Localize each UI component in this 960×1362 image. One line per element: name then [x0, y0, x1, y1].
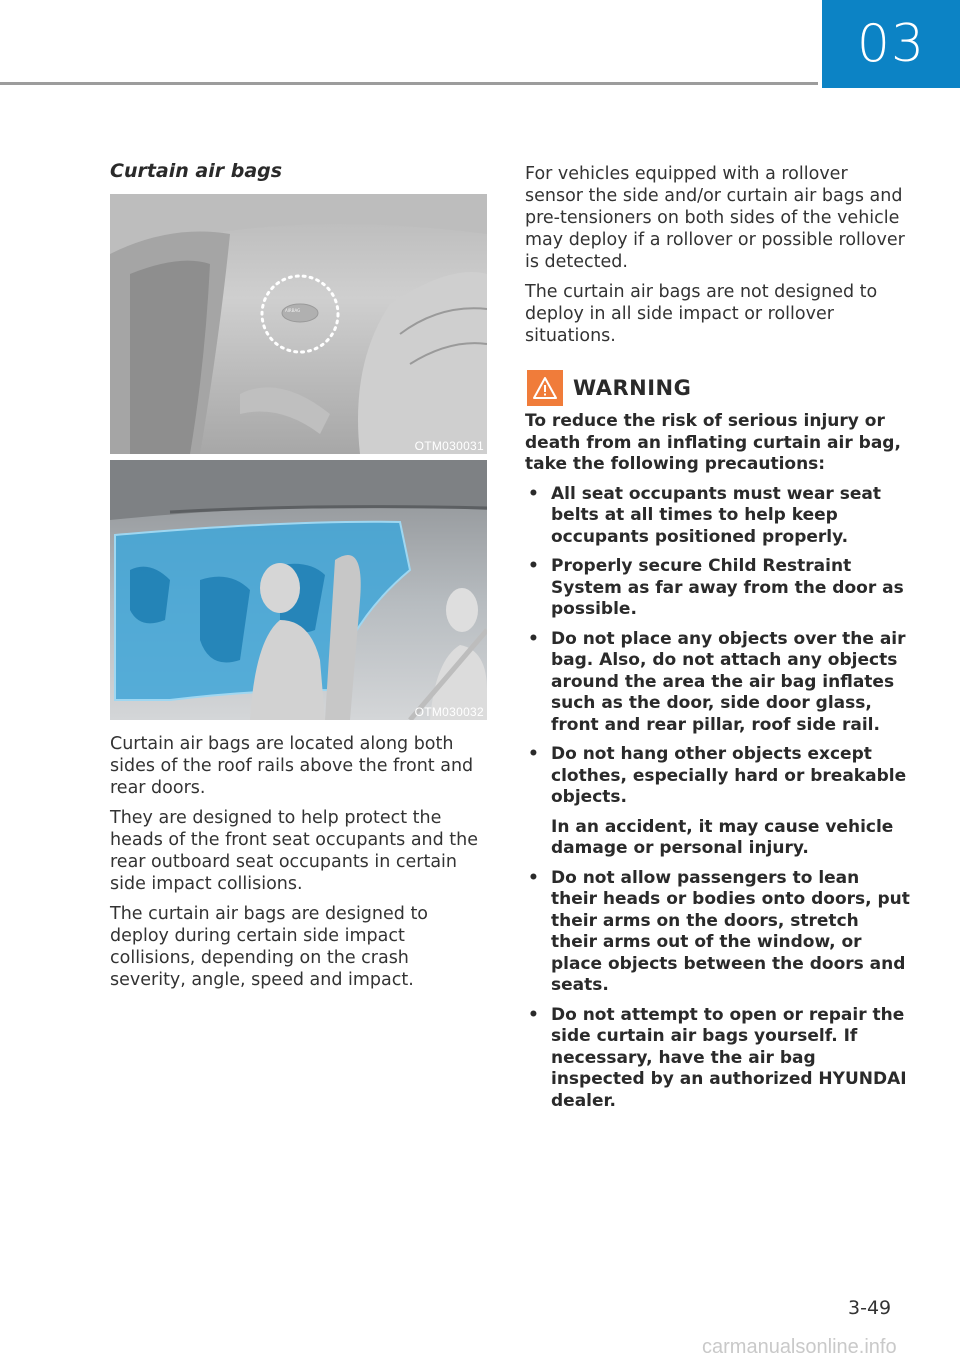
bullet: • — [528, 1004, 539, 1025]
list-item-text: Do not place any objects over the air bag. Also, do not attach any objects around the area the air bag inflates such as the door, side door glass, front and rear pillar, roof side rail. — [551, 628, 906, 735]
watermark: carmanualsonline.info — [702, 1336, 897, 1358]
bullet: • — [528, 556, 539, 576]
warning-label: WARNING — [573, 376, 692, 400]
list-item — [525, 868, 910, 997]
warning-header — [527, 370, 691, 406]
section-title: Curtain air bags — [110, 160, 283, 182]
figure-curtain-airbag-deployed — [110, 460, 487, 720]
list-item-text: Properly secure Child Restraint System as far away from the door as possible. — [551, 556, 904, 619]
list-item-text: Do not attempt to open or repair the side curtain air bags yourself. If necessary, have the air bag inspected by an authorized HYUNDAI dealer. — [551, 1004, 907, 1111]
paragraph: Curtain air bags are located along both sides of the roof rails above the front and rear doors. — [110, 734, 474, 798]
figure-airbag-headliner — [110, 194, 487, 454]
paragraph: They are designed to help protect the heads of the front seat occupants and the rear outboard seat occupants in certain side impact collisions. — [110, 808, 479, 894]
warning-intro: To reduce the risk of serious injury or death from an inflating curtain air bag, take the following precautions: — [525, 411, 901, 474]
list-item-text: Do not hang other objects except clothes, especially hard or breakable objects. — [551, 744, 907, 807]
bullet: • — [528, 744, 539, 764]
list-item — [525, 629, 910, 737]
airbag-badge-label: AIRBAG — [285, 308, 301, 313]
right-column-text — [525, 163, 905, 355]
left-column-text — [110, 733, 490, 999]
bullet: • — [528, 628, 539, 649]
list-item-text: All seat occupants must wear seat belts at all times to help keep occupants positioned properly. — [551, 483, 881, 547]
curtain-airbag-illustration — [110, 460, 487, 720]
paragraph: The curtain air bags are not designed to deploy in all side impact or rollover situations. — [525, 282, 878, 346]
warning-triangle-icon — [527, 370, 563, 406]
list-item-text: Do not allow passengers to lean their heads or bodies onto doors, put their arms on the doors, stretch their arms out of the window, or place objects between the doors and seats. — [551, 867, 910, 995]
list-item — [525, 1005, 910, 1113]
header-rule — [0, 82, 818, 85]
headliner-illustration — [110, 194, 487, 454]
warning-list — [525, 484, 910, 1113]
figure-code: OTM030032 — [414, 705, 484, 719]
bullet: • — [528, 483, 539, 504]
list-item — [525, 744, 910, 860]
list-item-subtext: In an accident, it may cause vehicle damage or personal injury. — [551, 816, 894, 858]
paragraph: For vehicles equipped with a rollover sensor the side and/or curtain air bags and pre-tensioners on both sides of the vehicle may deploy if a rollover or possible rollover is detected. — [525, 164, 905, 272]
paragraph: The curtain air bags are designed to deploy during certain side impact collisions, depending on the crash severity, angle, speed and impact. — [110, 904, 429, 990]
bullet: • — [528, 867, 539, 888]
figure-code: OTM030031 — [414, 439, 484, 453]
warning-body — [525, 411, 910, 1120]
page-number: 3-49 — [848, 1297, 892, 1319]
chapter-tab: 03 — [822, 0, 960, 88]
list-item — [525, 556, 910, 621]
list-item — [525, 484, 910, 549]
